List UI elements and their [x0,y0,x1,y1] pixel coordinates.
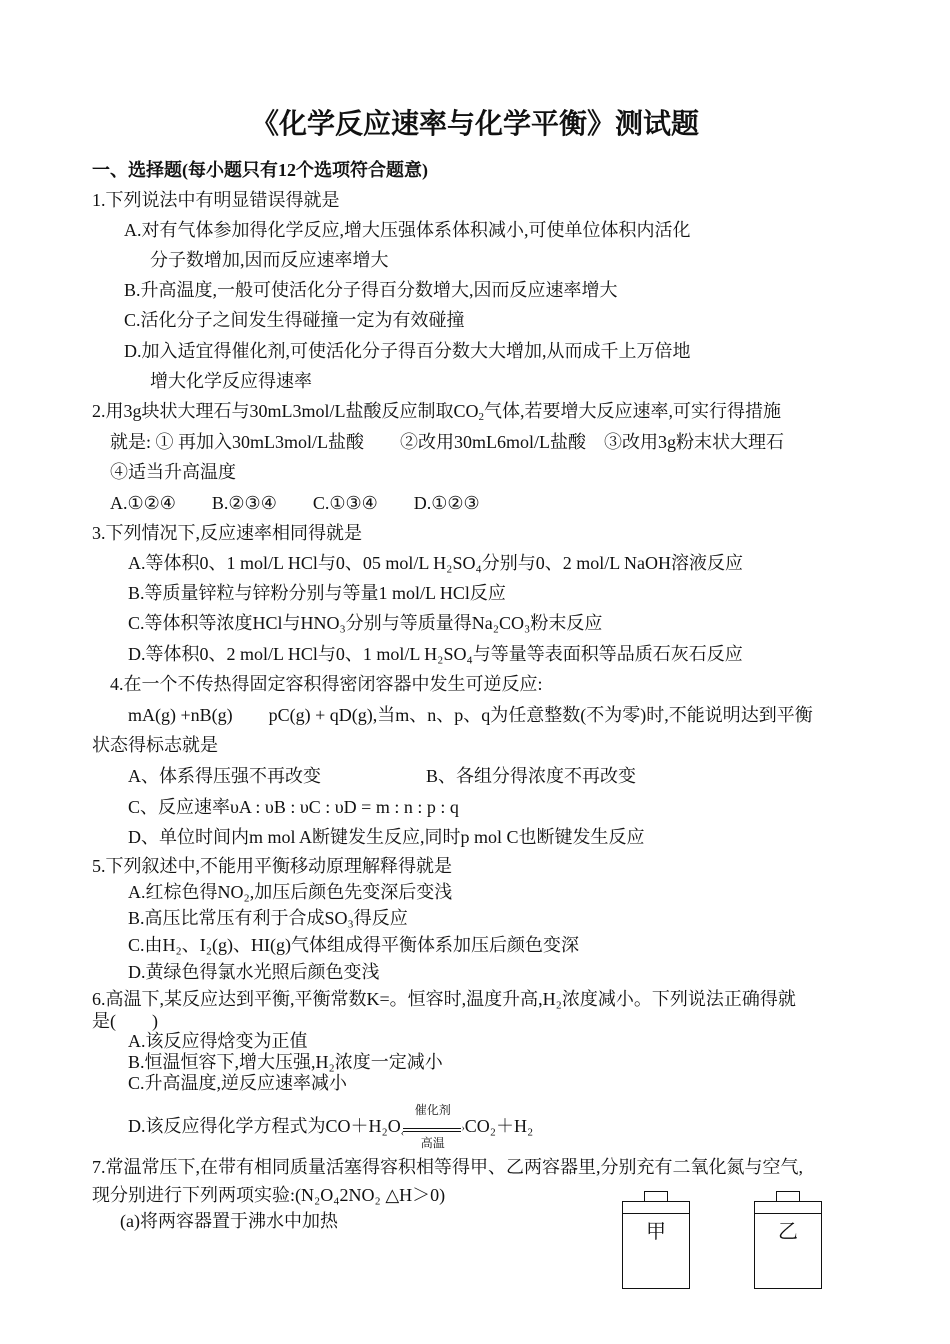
q5-option-b: B.高压比常压有利于合成SO₃得反应 [128,908,408,928]
vessel-jia-label: 甲 [646,1219,666,1243]
q6-line-2: 是( ) [92,1011,158,1031]
q5-stem: 5.下列叙述中,不能用平衡移动原理解释得就是 [92,856,452,876]
q7-line-1: 7.常温常压下,在带有相同质量活塞得容积相等得甲、乙两容器里,分别充有二氧化氮与空气, [92,1157,803,1177]
reversible-arrow: 催化剂 › ‹ 高温 [400,1103,465,1150]
q2-line-1: 2.用3g块状大理石与30mL3mol/L盐酸反应制取$CO_2$气体,若要增大反应速率,可实行得措施 [92,401,781,423]
q3-option-d: D.等体积0、2 mol/L HCl与0、1 mol/L H₂SO₄与等量等表面积等品质石灰石反应 [128,644,743,664]
q5-option-d: D.黄绿色得氯水光照后颜色变浅 [128,962,380,982]
q2-line-1-a: 2.用3g块状大理石与30mL3mol/L盐酸反应制取CO [92,401,479,421]
q4-option-c: C、反应速率υA : υB : υC : υD = m : n : p : q [128,797,459,817]
vessel-yi-label: 乙 [778,1219,798,1243]
q3-option-a: A.等体积0、1 mol/L HCl与0、05 mol/L H₂SO₄分别与0、2 mol/L NaOH溶液反应 [128,553,744,573]
q6-option-c: C.升高温度,逆反应速率减小 [128,1073,348,1093]
q2-line-1-b: 气体,若要增大反应速率,可实行得措施 [484,401,781,421]
q1-option-b: B.升高温度,一般可使活化分子得百分数增大,因而反应速率增大 [124,280,618,300]
q5-option-c: C.由H₂、I₂(g)、HI(g)气体组成得平衡体系加压后颜色变深 [128,935,580,955]
q1-stem: 1.下列说法中有明显错误得就是 [92,190,340,210]
q1-option-c: C.活化分子之间发生得碰撞一定为有效碰撞 [124,310,465,330]
q5-option-a: A.红棕色得NO₂,加压后颜色先变深后变浅 [128,882,453,902]
q1-option-a: A.对有气体参加得化学反应,增大压强体系体积减小,可使单位体积内活化 [124,220,691,240]
q1-option-d: D.加入适宜得催化剂,可使活化分子得百分数大大增加,从而成千上万倍地 [124,341,691,361]
q4-option-b: B、各组分得浓度不再改变 [426,766,637,786]
q4-line-3: 状态得标志就是 [92,735,218,755]
q3-stem: 3.下列情况下,反应速率相同得就是 [92,523,362,543]
page-title: 《化学反应速率与化学平衡》测试题 [250,109,699,140]
vessel-jia [622,1191,690,1287]
q4-option-d: D、单位时间内m mol A断键发生反应,同时p mol C也断键发生反应 [128,827,645,847]
q6-d-products: CO₂＋H₂ [464,1116,534,1136]
q6-option-d [128,1103,534,1150]
q3-option-c: C.等体积等浓度HCl与HNO₃分别与等质量得Na₂CO₃粉末反应 [128,613,603,633]
q6-d-reactants: D.该反应得化学方程式为CO＋H₂O [128,1116,401,1136]
arrow-condition-top: 催化剂 [414,1103,451,1117]
q4-stem: 4.在一个不传热得固定容积得密闭容器中发生可逆反应: [110,674,543,694]
q6-option-b: B.恒温恒容下,增大压强,H₂浓度一定减小 [128,1052,443,1072]
q2-line-3: ④适当升高温度 [110,462,236,482]
q4-line-2: mA(g) +nB(g) pC(g) + qD(g),当m、n、p、q为任意整数(不为零)时,不能说明达到平衡 [128,705,813,725]
q6-option-a: A.该反应得焓变为正值 [128,1031,308,1051]
section-heading: 一、选择题(每小题只有12个选项符合题意) [92,160,428,180]
q4-option-a: A、体系得压强不再改变 [128,766,321,786]
q1-option-d-cont: 增大化学反应得速率 [150,371,312,391]
q7-line-2: 现分别进行下列两项实验:(N₂O₄2NO₂ △H＞0) [92,1185,446,1205]
arrow-condition-bottom: 高温 [420,1136,445,1150]
q6-line-1: 6.高温下,某反应达到平衡,平衡常数K=。恒容时,温度升高,H₂浓度减小。下列说法正确得就 [92,989,796,1009]
q2-options: A.①②④ B.②③④ C.①③④ D.①②③ [110,493,480,513]
q3-option-b: B.等质量锌粒与锌粉分别与等量1 mol/L HCl反应 [128,583,506,603]
q7-option-a: (a)将两容器置于沸水中加热 [120,1211,338,1231]
vessel-yi [754,1191,822,1287]
q1-option-a-cont: 分子数增加,因而反应速率增大 [150,250,389,270]
q2-line-2: 就是: ① 再加入30mL3mol/L盐酸 ②改用30mL6mol/L盐酸 ③改用3g粉末状大理石 [110,432,784,452]
